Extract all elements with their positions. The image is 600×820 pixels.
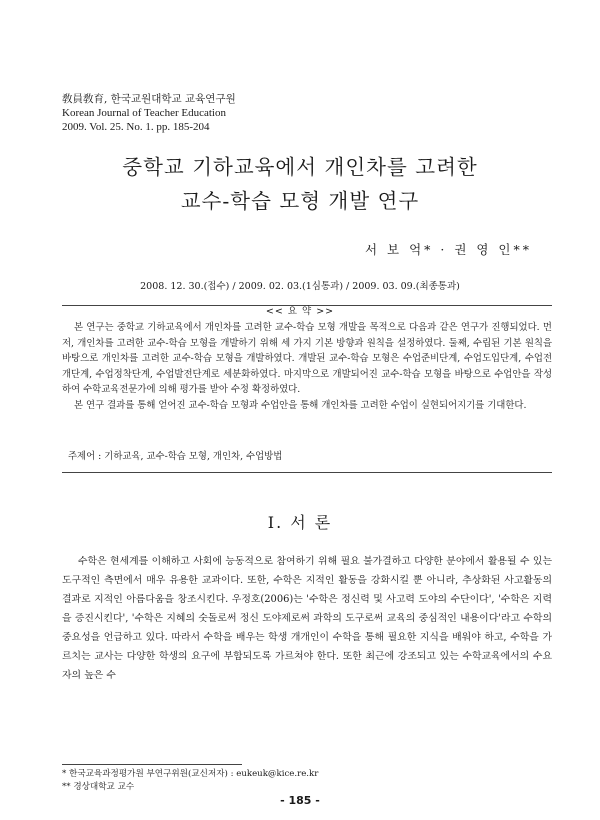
submission-dates: 2008. 12. 30.(접수) / 2009. 02. 03.(1심통과) / 2009. 03. 09.(최종통과) <box>140 281 460 292</box>
footnotes <box>62 768 318 794</box>
page-number: - 185 - <box>280 794 320 807</box>
journal-info <box>62 92 236 134</box>
journal-name-korean: 敎員敎育, 한국교원대학교 교육연구원 <box>62 93 236 105</box>
abstract-heading-wrap <box>0 299 600 318</box>
journal-volume: 2009. Vol. 25. No. 1. pp. 185-204 <box>62 121 210 133</box>
footnote-1: * 한국교육과정평가원 부연구위원(교신저자) : eukeuk@kice.re.kr <box>62 769 319 779</box>
abstract <box>62 320 552 414</box>
keywords: 주제어 : 기하교육, 교수-학습 모형, 개인차, 수업방법 <box>68 451 283 462</box>
abstract-bottom-rule <box>62 472 552 473</box>
body-paragraph-1: 수학은 현세계를 이해하고 사회에 능동적으로 참여하기 위해 필요 불가결하고 다양한 분야에서 활용될 수 있는 도구적인 측면에서 매우 유용한 교과이다. 또한, 수학은 지적인 활동을 강화시킬 뿐 아니라, 추상화된 사고활동의 결과로 지적인 아름다움을 창조시킨다. 우정호(2006)는 '수학은 정신력 및 사고력 도야의 수단이다', '수학은 지력을 증진시킨다', '수학은 지혜의 숫돌로써 정신 도야제로써 과학의 도구로써 교육의 중심적인 내용이다'라고 수학의 중요성을 언급하고 있다. 따라서 수학을 배우는 학생 개개인이 수학을 통해 필요한 지식을 배워야 하고, 수학을 가르치는 교사는 다양한 학생의 요구에 부합되도록 가르쳐야 한다. 또한 최근에 강조되고 있는 수학교육에서의 수요자의 높은 수 <box>62 556 552 681</box>
body-text <box>62 552 552 685</box>
journal-name-english: Korean Journal of Teacher Education <box>62 107 226 119</box>
abstract-paragraph-1: 본 연구는 중학교 기하교육에서 개인차를 고려한 교수-학습 모형 개발을 목적으로 다음과 같은 연구가 진행되었다. 먼저, 개인차를 고려한 교수-학습 모형을 개발하기 위해 세 가지 기본 방향과 원칙을 설정하였다. 둘째, 수립된 기본 원칙을 바탕으로 개인차를 고려한 교수-학습 모형을 개발하였다. 개발된 교수-학습 모형은 수업준비단계, 수업도입단계, 수업전개단계, 수업정착단계, 수업발전단계로 세분화하였다. 마지막으로 개발되어진 교수-학습 모형을 바탕으로 수업안을 작성하여 수학교육전문가에 의해 평가를 받아 수정 확정하였다. <box>62 322 552 396</box>
paper-title-line1: 중학교 기하교육에서 개인차를 고려한 <box>122 155 478 179</box>
author-names: 서 보 억* · 권 영 인** <box>364 242 532 257</box>
footnote-2: ** 경상대학교 교수 <box>62 782 135 792</box>
footnote-rule <box>62 764 242 765</box>
section-heading: Ⅰ. 서 론 <box>267 513 333 532</box>
abstract-heading: << 요 약 >> <box>258 306 342 317</box>
paper-title-line2: 교수-학습 모형 개발 연구 <box>180 189 420 213</box>
abstract-paragraph-2: 본 연구 결과를 통해 얻어진 교수-학습 모형과 수업안을 통해 개인차를 고려한 수업이 실현되어지기를 기대한다. <box>74 399 527 411</box>
